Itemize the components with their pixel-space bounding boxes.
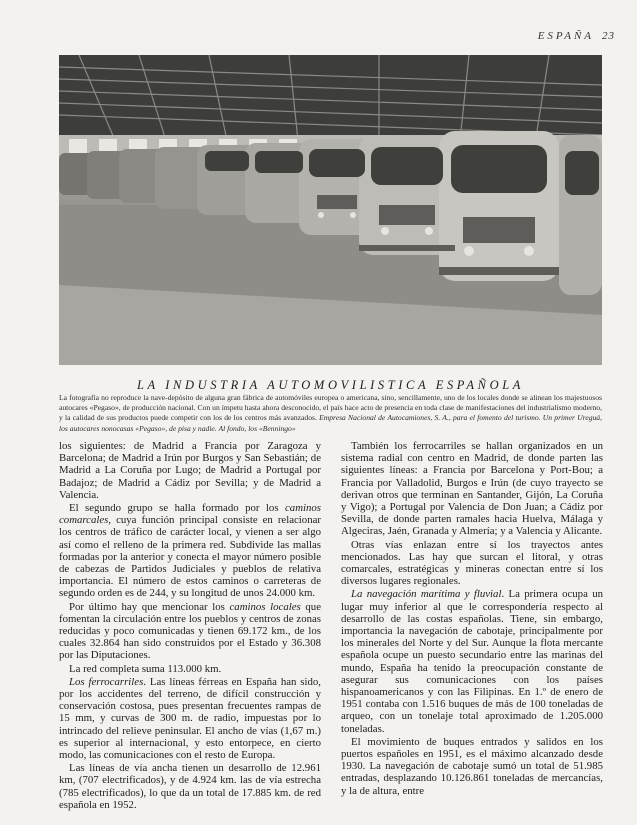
- left-paragraph-1: los siguientes: de Madrid a Francia por Zaragoza y Barcelona; de Madrid a Irún por Burgos y San Sebastián; de Madrid a La Coruña por Lugo; de Madrid a Portugal por Badajoz; de Madrid a Cádiz por Sevilla; y de Madrid a Valencia.: [59, 440, 321, 501]
- right-paragraph-2: Otras vías enlazan entre sí los trayectos antes mencionados. Las hay que surcan el litoral, y otras comarcales, estratégicas y mineras conectan entre sí los diversos lugares regionales.: [341, 538, 603, 588]
- caption-body: La fotografía no reproduce la nave-depósito de alguna gran fábrica de automóviles europea o americana, sino, sencillamente, uno de los locales donde se alinean los majestuosos autocares «Pegaso», de producción nacional. Con un ímpetu hasta ahora desconocido, el país hace acto de presencia en toda clase de manifestaciones del industrialismo moderno, y la calidad de sus productos puede competir con los de los centros más avanzados.: [59, 393, 602, 423]
- left-paragraph-5: Los ferrocarriles. Las líneas férreas en España han sido, por los accidentes del terreno, de difícil construcción y conservación costosa, pues presentan frecuentes rampas de 15 mm, y curvas de 300 m. de radio, impuestas por lo intrincado del relieve peninsular. El ancho de vías (1,67 m.) es superior al internacional, y esto entorpece, en cierto modo, las comunicaciones con el resto de Europa.: [59, 675, 321, 762]
- left-paragraph-6: Las líneas de vía ancha tienen un desarrollo de 12.961 km, (707 electrificados), y de 4.924 km. las de vía estrecha (785 electrificados), lo que da un total de 17.885 km. de red española en 1952.: [59, 762, 321, 811]
- header-title: ESPAÑA: [537, 30, 594, 42]
- right-column: [341, 440, 603, 798]
- left-paragraph-2: El segundo grupo se halla formado por los caminos comarcales, cuya función principal consiste en relacionar los centros de tráfico de carácter local, y vienen a ser algo así como el relleno de la primera red. Subdivide las mallas formadas por la anterior y conecta el mayor número posible de cabezas de Partidos Judiciales y pueblos de relativa importancia. El número de estos caminos o carreteras de segundo orden es de 244, y su longitud de unos 24.000 km.: [59, 502, 321, 600]
- left-paragraph-3: Por último hay que mencionar los caminos locales que fomentan la circulación entre los pueblos y centros de zonas reducidas y poco comunicadas y tienen 69.172 km., de los cuales 32.864 han sido construidos por el Estado y 36.308 por las Diputaciones.: [59, 600, 321, 662]
- left-paragraph-4: La red completa suma 113.000 km.: [69, 662, 222, 675]
- right-paragraph-1: También los ferrocarriles se hallan organizados en un sistema radial con centro en Madrid, de donde parten las siguientes líneas: a Francia por Barcelona y Port-Bou; a Francia por Valladolid, Burgos e Irún (de cuyo trayecto se derivan otros que terminan en Santander, Gijón, La Coruña y Vigo); a Portugal por Valencia de Don Juan; a Cádiz por Sevilla, de donde parten ramales hacia Huelva, Málaga y Algeciras, Jaén, Granada y Almería; y a Valencia y Alicante.: [341, 440, 603, 538]
- bus-depot-photo: [59, 55, 602, 365]
- page-number: 23: [602, 30, 615, 42]
- bus-depot-illustration: [59, 55, 602, 365]
- left-column: [59, 440, 321, 812]
- photo-caption: [59, 393, 602, 434]
- caption-title: LA INDUSTRIA AUTOMOVILISTICA ESPAÑOLA: [136, 378, 525, 392]
- page-header: [538, 30, 615, 42]
- right-paragraph-4: El movimiento de buques entrados y salidos en los puertos españoles en 1951, es el máximo alcanzado desde 1930. La navegación de cabotaje sumó un total de 51.985 entradas, desplazando 10.126.861 toneladas de mercancías, y la de altura, entre: [341, 735, 603, 797]
- caption-tail: Empresa Nacional de Autocamiones, S. A., para el fomento del turismo. Un primer Ureguá, los autocares nonocasas «Pegaso», de pisa y nadie. Al fondo, los «Benningo»: [59, 413, 603, 433]
- right-paragraph-3: La navegación marítima y fluvial. La primera ocupa un lugar muy inferior al que le correspondería respecto al desarrollo de las costas españolas. Tiene, sin embargo, importancia la navegación de cabotaje, principalmente por los minerales del Norte y del Sur. Aunque la flota mercante española ocupe un puesto secundario entre las marinas del mundo, España ha tenido la preocupación constante de asegurar sus comunicaciones con los países hispanoamericanos y con las Filipinas. En 1.º de enero de 1951 contaba con 1.516 buques de más de 100 toneladas de arqueo, con un tonelaje total aproximado de 1.205.000 toneladas.: [341, 588, 603, 735]
